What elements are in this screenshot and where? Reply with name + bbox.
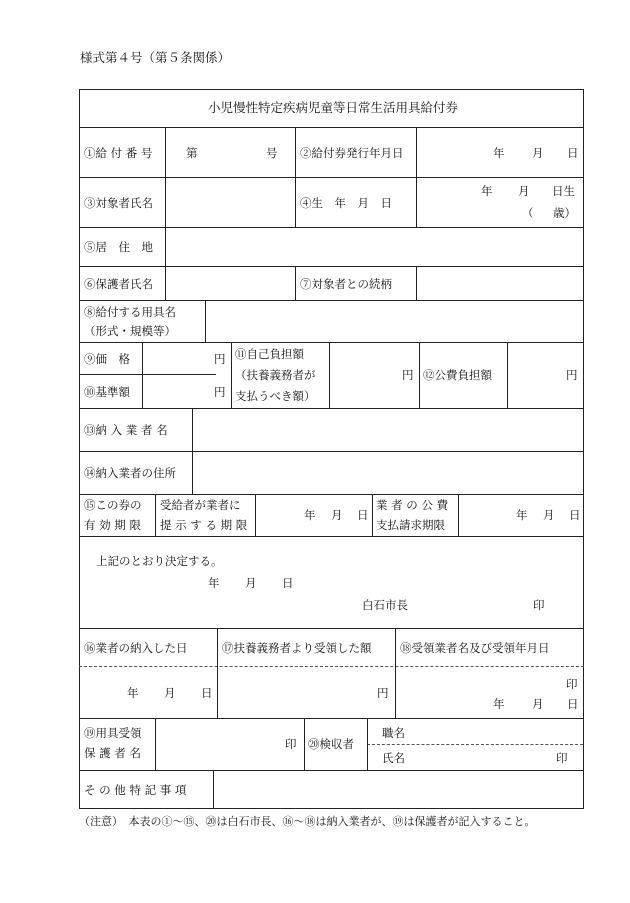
supplier-address-label: ⑭納入業者の住所 — [84, 466, 176, 480]
receiving-supplier-label: ⑱受領業者名及び受領年月日 — [400, 641, 550, 655]
receiving-month: 月 — [532, 697, 544, 711]
subject-name-label: ③対象者氏名 — [84, 196, 153, 210]
presentation-deadline-2: 提 示 す る 期 限 — [160, 518, 248, 532]
grant-number-label: ①給 付 番 号 — [84, 146, 153, 160]
claim-month: 月 — [543, 508, 555, 522]
self-pay-sub2: 支払うべき額） — [235, 389, 316, 403]
supplier-name-label: ⑬納 入 業 者 名 — [84, 423, 168, 437]
mayor-seal: 印 — [533, 598, 545, 612]
recipient-label-2: 保 護 者 名 — [84, 746, 141, 760]
birth-day: 日生 — [552, 184, 575, 198]
birth-month: 月 — [518, 184, 530, 198]
claim-deadline-2: 支払請求期限 — [376, 518, 445, 532]
self-pay-label: ⑪自己負担額 — [235, 347, 304, 361]
receiving-seal: 印 — [566, 677, 578, 691]
decision-year: 年 — [208, 576, 220, 590]
issue-date-year: 年 — [493, 146, 505, 160]
issue-date-day: 日 — [567, 146, 579, 160]
price-label: ⑨価 格 — [84, 352, 130, 366]
equipment-name-label: ⑧給付する用具名 — [84, 305, 176, 319]
age-close: 歳） — [553, 206, 576, 220]
delivery-month: 月 — [164, 686, 176, 700]
issue-date-label: ②給付券発行年月日 — [300, 146, 404, 160]
presentation-day: 日 — [357, 508, 369, 522]
self-pay-yen: 円 — [402, 368, 414, 382]
public-pay-label: ⑫公費負担額 — [423, 368, 492, 382]
base-yen: 円 — [214, 385, 226, 399]
public-pay-yen: 円 — [566, 368, 578, 382]
presentation-month: 月 — [331, 508, 343, 522]
recipient-label-1: ⑲用具受領 — [84, 726, 142, 740]
claim-year: 年 — [516, 508, 528, 522]
receiving-year: 年 — [493, 697, 505, 711]
receiving-day: 日 — [567, 697, 579, 711]
price-yen: 円 — [214, 352, 226, 366]
claim-deadline-1: 業 者 の 公 費 — [376, 498, 449, 512]
delivery-day: 日 — [201, 686, 213, 700]
guardian-name-label: ⑥保護者氏名 — [84, 277, 153, 291]
form-number-header: 様式第４号（第５条関係） — [80, 50, 231, 65]
recipient-seal: 印 — [285, 737, 297, 751]
inspector-seal: 印 — [556, 751, 568, 765]
grant-number-go: 号 — [266, 146, 278, 160]
presentation-year: 年 — [304, 508, 316, 522]
delivery-date-label: ⑯業者の納入した日 — [84, 641, 188, 655]
mayor-title: 白石市長 — [362, 598, 408, 612]
residence-label: ⑤居 住 地 — [84, 240, 153, 254]
relationship-label: ⑦対象者との続柄 — [300, 277, 392, 291]
decision-month: 月 — [245, 576, 257, 590]
footnote: （注意） 本表の①～⑮、⑳は白石市長、⑯～⑱は納入業者が、⑲は保護者が記入すること。 — [79, 815, 536, 828]
other-notes-label: そ の 他 特 記 事 項 — [84, 783, 187, 797]
birthdate-label: ④生 年 月 日 — [300, 196, 392, 210]
age-open: （ — [522, 206, 534, 220]
claim-day: 日 — [569, 508, 581, 522]
issue-date-month: 月 — [532, 146, 544, 160]
base-amount-label: ⑩基準額 — [84, 385, 130, 399]
received-amount-label: ⑰扶養義務者より受領した額 — [222, 641, 372, 655]
decision-text: 上記のとおり決定する。 — [96, 554, 223, 568]
grant-number-dai: 第 — [186, 146, 198, 160]
birth-year: 年 — [481, 184, 493, 198]
delivery-year: 年 — [127, 686, 139, 700]
inspector-label: ⑳検収者 — [308, 737, 354, 751]
received-yen: 円 — [377, 686, 389, 700]
decision-day: 日 — [282, 576, 294, 590]
presentation-deadline-1: 受給者が業者に — [160, 498, 241, 512]
validity-label-1: ⑮この券の — [84, 498, 142, 512]
equipment-spec-label: （形式・規模等） — [84, 324, 176, 338]
inspector-job-label: 職名 — [382, 726, 405, 740]
validity-label-2: 有 効 期 限 — [84, 518, 141, 532]
form-title: 小児慢性特定疾病児童等日常生活用具給付券 — [208, 100, 459, 115]
self-pay-sub1: （扶養義務者が — [235, 368, 316, 382]
inspector-name-label: 氏名 — [382, 751, 405, 765]
